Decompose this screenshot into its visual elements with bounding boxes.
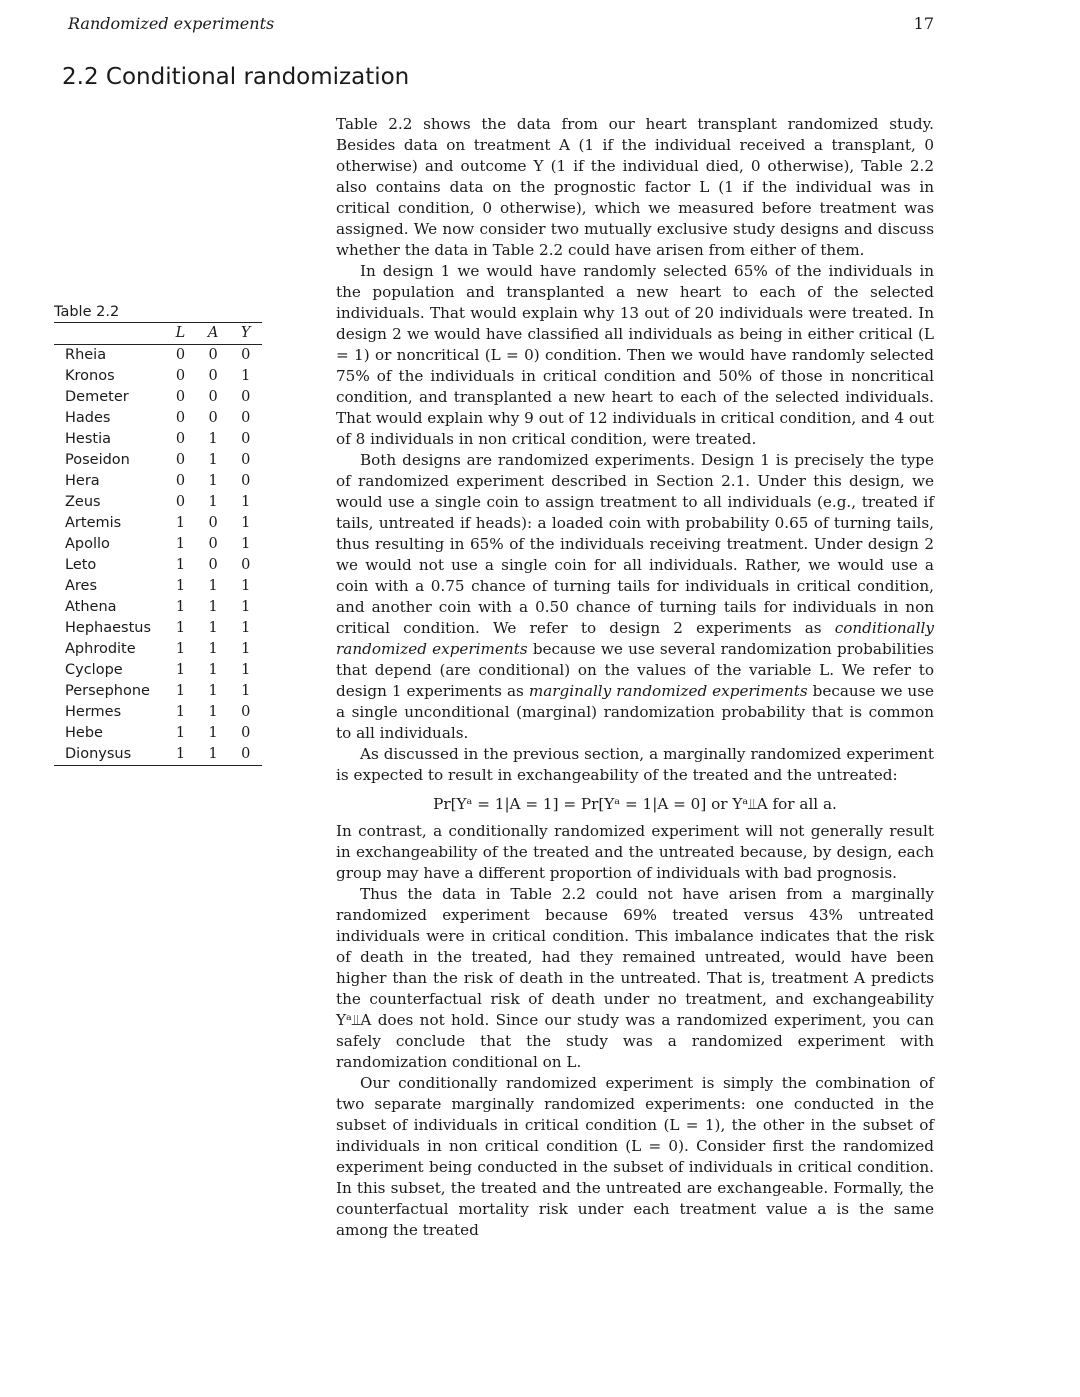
cell-Y: 0 bbox=[241, 704, 251, 720]
cell-Y: 1 bbox=[241, 368, 251, 384]
table-row bbox=[54, 618, 262, 639]
cell-Y: 1 bbox=[241, 515, 251, 531]
cell-name: Demeter bbox=[65, 389, 129, 405]
table-row bbox=[54, 513, 262, 534]
cell-name: Dionysus bbox=[54, 744, 164, 766]
cell-Y: 0 bbox=[241, 389, 251, 405]
cell-L: 0 bbox=[175, 347, 186, 363]
cell-name: Aphrodite bbox=[65, 641, 136, 657]
table-row bbox=[54, 555, 262, 576]
table-row bbox=[54, 366, 262, 387]
cell-name: Hades bbox=[65, 410, 111, 426]
cell-Y: 1 bbox=[241, 536, 251, 552]
cell-L: 1 bbox=[175, 578, 186, 594]
cell-A: 1 bbox=[208, 431, 218, 447]
table-row bbox=[54, 660, 262, 681]
cell-name: Leto bbox=[65, 557, 97, 573]
cell-L: 1 bbox=[175, 515, 186, 531]
data-table bbox=[54, 323, 262, 766]
paragraph-5: In contrast, a conditionally randomized experiment will not generally result in exchangeability of the treated and the untreated because, by design, each group may have a different proportion of individuals with bad prognosis. bbox=[336, 822, 934, 882]
cell-name: Rheia bbox=[65, 347, 107, 363]
cell-A: 1 bbox=[208, 641, 218, 657]
paragraph-2: In design 1 we would have randomly selected 65% of the individuals in the population and transplanted a new heart to each of the selected individuals. That would explain why 13 out of 20 individuals were treated. In design 2 we would have classified all individuals as being in either critical (L = 1) or noncritical (L = 0) condition. Then we would have randomly selected 75% of the individuals in critical condition and 50% of those in noncritical condition, and transplanted a new heart to each of the selected individuals. That would explain why 9 out of 12 individuals in critical condition, and 4 out of 8 individuals in non critical condition, were treated. bbox=[336, 262, 934, 448]
cell-name: Hebe bbox=[65, 725, 103, 741]
cell-A: 0 bbox=[208, 347, 218, 363]
cell-L: 0 bbox=[175, 452, 186, 468]
cell-name: Persephone bbox=[65, 683, 150, 699]
table-row bbox=[54, 702, 262, 723]
cell-A: 1 bbox=[208, 725, 218, 741]
cell-L: 1 bbox=[175, 683, 186, 699]
table-row bbox=[54, 471, 262, 492]
paragraph-4: As discussed in the previous section, a marginally randomized experiment is expected to result in exchangeability of the treated and the untreated: bbox=[336, 745, 934, 784]
cell-Y: 1 bbox=[241, 578, 251, 594]
col-header-L: L bbox=[164, 323, 197, 345]
term-marginally-randomized: marginally randomized experiments bbox=[528, 682, 808, 700]
cell-A: 1 bbox=[208, 662, 218, 678]
cell-L: 1 bbox=[175, 536, 186, 552]
cell-name: Poseidon bbox=[65, 452, 130, 468]
cell-name: Hestia bbox=[65, 431, 111, 447]
paragraph-3-part-c: because we use a single unconditional (marginal) randomization probability that is common to all individuals. bbox=[336, 682, 934, 742]
cell-L: 1 bbox=[164, 744, 197, 766]
cell-A: 0 bbox=[208, 410, 218, 426]
cell-A: 0 bbox=[208, 389, 218, 405]
cell-L: 0 bbox=[175, 368, 186, 384]
cell-A: 1 bbox=[208, 452, 218, 468]
table-caption: Table 2.2 bbox=[54, 303, 262, 323]
table-row bbox=[54, 408, 262, 429]
cell-A: 1 bbox=[197, 744, 230, 766]
cell-name: Zeus bbox=[65, 494, 101, 510]
table-body bbox=[54, 345, 262, 766]
col-header-name bbox=[54, 323, 164, 345]
cell-Y: 0 bbox=[241, 410, 251, 426]
cell-Y: 1 bbox=[241, 599, 251, 615]
paragraph-3 bbox=[336, 450, 934, 744]
cell-A: 1 bbox=[208, 494, 218, 510]
cell-Y: 0 bbox=[241, 452, 251, 468]
cell-A: 0 bbox=[208, 536, 218, 552]
cell-name: Athena bbox=[65, 599, 117, 615]
cell-A: 1 bbox=[208, 620, 218, 636]
running-head bbox=[68, 14, 934, 36]
cell-L: 1 bbox=[175, 704, 186, 720]
cell-name: Apollo bbox=[65, 536, 110, 552]
table-row bbox=[54, 387, 262, 408]
table-row bbox=[54, 597, 262, 618]
paragraph-3-part-b: because we use several randomization probabilities that depend (are conditional) on the values of the variable L. We refer to design 1 experiments as bbox=[336, 640, 934, 700]
cell-L: 1 bbox=[175, 725, 186, 741]
cell-Y: 1 bbox=[241, 683, 251, 699]
cell-L: 0 bbox=[175, 431, 186, 447]
cell-name: Cyclope bbox=[65, 662, 123, 678]
table-2-2 bbox=[54, 303, 262, 766]
table-row bbox=[54, 492, 262, 513]
cell-A: 1 bbox=[208, 704, 218, 720]
cell-Y: 0 bbox=[241, 557, 251, 573]
term-conditionally-randomized: conditionally randomized experiments bbox=[336, 619, 934, 658]
page-number: 17 bbox=[913, 14, 934, 33]
cell-name: Hephaestus bbox=[65, 620, 152, 636]
table-row bbox=[54, 534, 262, 555]
cell-A: 0 bbox=[208, 515, 218, 531]
paragraph-7: Our conditionally randomized experiment is simply the combination of two separate marginally randomized experiments: one conducted in the subset of individuals in critical condition (L = 1), the other in the subset of individuals in non critical condition (L = 0). Consider first the randomized experiment being conducted in the subset of individuals in critical condition. In this subset, the treated and the untreated are exchangeable. Formally, the counterfactual mortality risk under each treatment value a is the same among the treated bbox=[336, 1074, 934, 1239]
cell-A: 1 bbox=[208, 578, 218, 594]
cell-L: 0 bbox=[175, 473, 186, 489]
cell-L: 1 bbox=[175, 662, 186, 678]
table-row bbox=[54, 681, 262, 702]
cell-Y: 0 bbox=[229, 744, 262, 766]
table-row bbox=[54, 450, 262, 471]
cell-name: Ares bbox=[65, 578, 98, 594]
exchangeability-equation: Pr[Yᵃ = 1|A = 1] = Pr[Yᵃ = 1|A = 0] or Yᵃ⫫A for all a. bbox=[433, 795, 837, 813]
paragraph-1: Table 2.2 shows the data from our heart transplant randomized study. Besides data on treatment A (1 if the individual received a transplant, 0 otherwise) and outcome Y (1 if the individual died, 0 otherwise), Table 2.2 also contains data on the prognostic factor L (1 if the individual was in critical condition, 0 otherwise), which we measured before treatment was assigned. We now consider two mutually exclusive study designs and discuss whether the data in Table 2.2 could have arisen from either of them. bbox=[336, 115, 934, 259]
table-header-row bbox=[54, 323, 262, 345]
cell-L: 1 bbox=[175, 557, 186, 573]
cell-L: 1 bbox=[175, 599, 186, 615]
cell-L: 0 bbox=[175, 410, 186, 426]
cell-name: Artemis bbox=[65, 515, 122, 531]
cell-Y: 1 bbox=[241, 662, 251, 678]
cell-L: 1 bbox=[175, 620, 186, 636]
cell-Y: 1 bbox=[241, 494, 251, 510]
table-row bbox=[54, 639, 262, 660]
body-text bbox=[336, 114, 934, 1241]
cell-A: 1 bbox=[208, 599, 218, 615]
table-row bbox=[54, 429, 262, 450]
paragraph-3-part-a: Both designs are randomized experiments. Design 1 is precisely the type of randomized experiment described in Section 2.1. Under this design, we would use a single coin to assign treatment to all individuals (e.g., treated if tails, untreated if heads): a loaded coin with probability 0.65 of turning tails, thus resulting in 65% of the individuals receiving treatment. Under design 2 we would not use a single coin for all individuals. Rather, we would use a coin with a 0.75 chance of turning tails for individuals in critical condition, and another coin with a 0.50 chance of turning tails for individuals in non critical condition. We refer to design 2 experiments as bbox=[336, 451, 934, 637]
cell-Y: 0 bbox=[241, 431, 251, 447]
cell-L: 0 bbox=[175, 494, 186, 510]
cell-name: Kronos bbox=[65, 368, 115, 384]
cell-name: Hera bbox=[65, 473, 100, 489]
cell-name: Hermes bbox=[65, 704, 122, 720]
cell-Y: 0 bbox=[241, 473, 251, 489]
cell-L: 1 bbox=[175, 641, 186, 657]
cell-A: 1 bbox=[208, 473, 218, 489]
cell-A: 1 bbox=[208, 683, 218, 699]
table-row bbox=[54, 345, 262, 367]
cell-Y: 1 bbox=[241, 620, 251, 636]
cell-L: 0 bbox=[175, 389, 186, 405]
cell-Y: 0 bbox=[241, 725, 251, 741]
cell-A: 0 bbox=[208, 368, 218, 384]
col-header-A: A bbox=[197, 323, 230, 345]
cell-A: 0 bbox=[208, 557, 218, 573]
table-row bbox=[54, 723, 262, 744]
table-row bbox=[54, 576, 262, 597]
section-title: 2.2 Conditional randomization bbox=[62, 64, 410, 90]
cell-Y: 0 bbox=[241, 347, 251, 363]
running-title: Randomized experiments bbox=[68, 14, 275, 33]
table-row bbox=[54, 744, 262, 766]
cell-Y: 1 bbox=[241, 641, 251, 657]
paragraph-6: Thus the data in Table 2.2 could not have arisen from a marginally randomized experiment because 69% treated versus 43% untreated individuals were in critical condition. This imbalance indicates that the risk of death in the treated, had they remained untreated, would have been higher than the risk of death in the untreated. That is, treatment A predicts the counterfactual risk of death under no treatment, and exchangeability Yᵃ⫫A does not hold. Since our study was a randomized experiment, you can safely conclude that the study was a randomized experiment with randomization conditional on L. bbox=[336, 885, 934, 1071]
col-header-Y: Y bbox=[229, 323, 262, 345]
